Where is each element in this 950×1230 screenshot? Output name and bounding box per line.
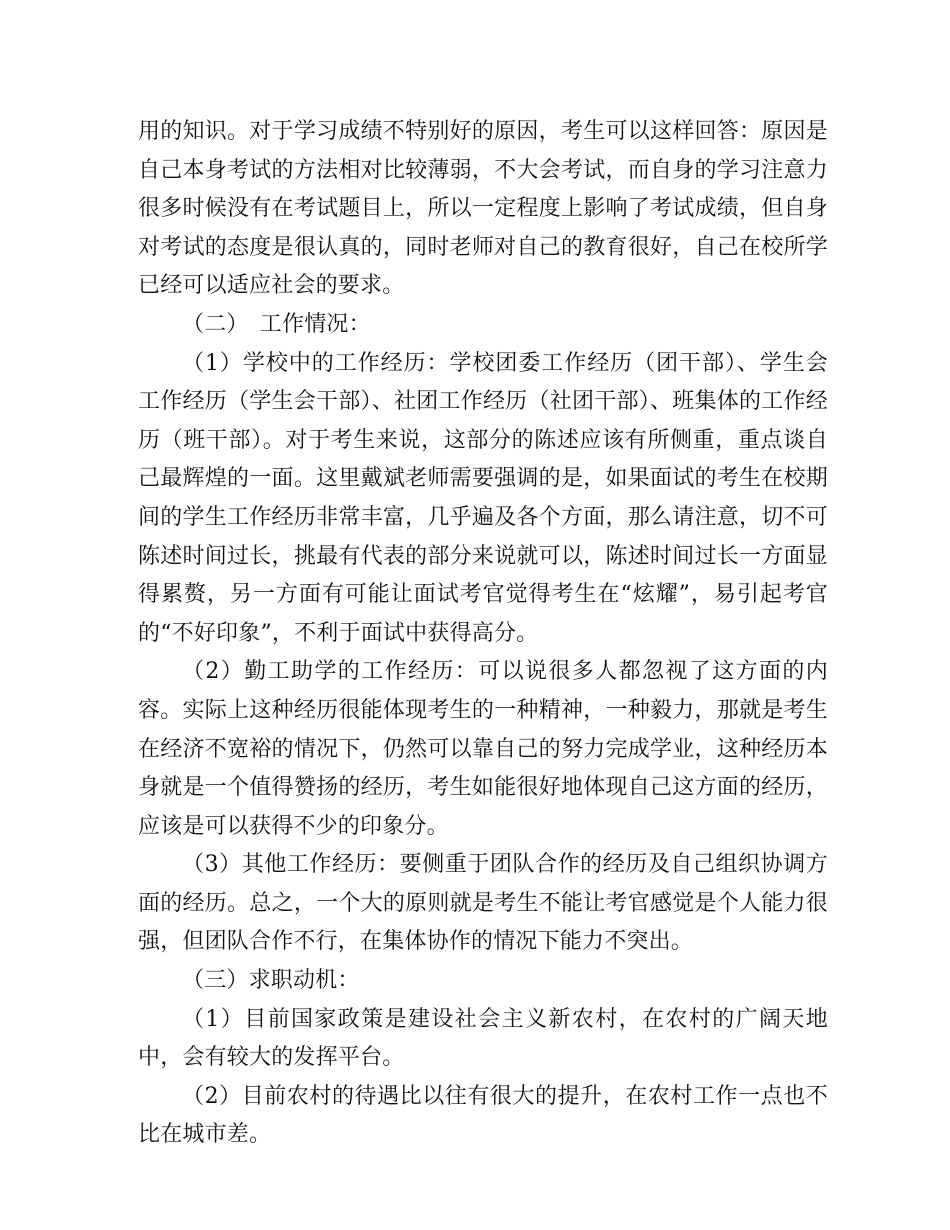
paragraph-other-work-experience: （3）其他工作经历：要侧重于团队合作的经历及自己组织协调方面的经历。总之，一个大的原则就是考生不能让考官感觉是个人能力很强，但团队合作不行，在集体协作的情况下能力不突出。 (138, 852, 828, 955)
heading-work-situation: （二） 工作情况： (182, 311, 371, 337)
paragraph-study-results: 用的知识。对于学习成绩不特别好的原因，考生可以这样回答：原因是自己本身考试的方法相对比较薄弱，不大会考试，而自身的学习注意力很多时候没有在考试题目上，所以一定程度上影响了考试成绩，但自身对考试的态度是很认真的，同时老师对自己的教育很好，自己在校所学已经可以适应社会的要求。 (138, 119, 828, 299)
paragraph-work-study-experience: （2）勤工助学的工作经历：可以说很多人都忽视了这方面的内容。实际上这种经历很能体现考生的一种精神，一种毅力，那就是考生在经济不宽裕的情况下，仍然可以靠自己的努力完成学业，这种经历本身就是一个值得赞扬的经历，考生如能很好地体现自己这方面的经历，应该是可以获得不少的印象分。 (138, 659, 828, 839)
document-body (138, 113, 828, 1155)
paragraph-school-work-experience: （1）学校中的工作经历：学校团委工作经历（团干部）、学生会工作经历（学生会干部）、社团工作经历（社团干部）、班集体的工作经历（班干部）。对于考生来说，这部分的陈述应该有所侧重，重点谈自己最辉煌的一面。这里戴斌老师需要强调的是，如果面试的考生在校期间的学生工作经历非常丰富，几乎遍及各个方面，那么请注意，切不可陈述时间过长，挑最有代表的部分来说就可以，陈述时间过长一方面显得累赘，另一方面有可能让面试考官觉得考生在“炫耀”，易引起考官的“不好印象”，不利于面试中获得高分。 (138, 350, 828, 646)
heading-job-motivation: （三）求职动机： (182, 968, 360, 994)
paragraph-motivation-policy: （1）目前国家政策是建设社会主义新农村，在农村的广阔天地中，会有较大的发挥平台。 (138, 1006, 828, 1071)
paragraph-motivation-salary: （2）目前农村的待遇比以往有很大的提升，在农村工作一点也不比在城市差。 (138, 1083, 828, 1148)
